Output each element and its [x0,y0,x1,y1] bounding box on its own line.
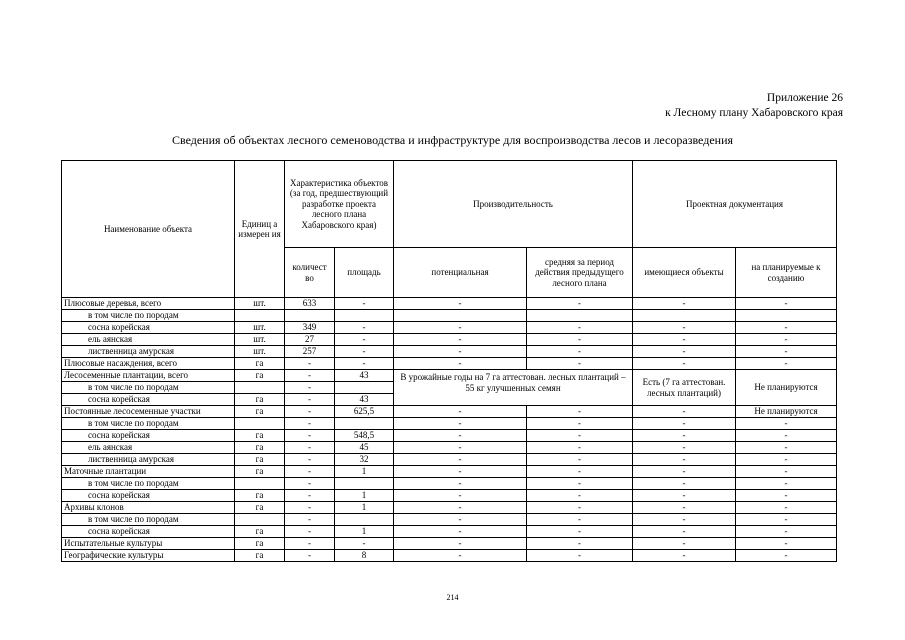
table-row [62,514,837,526]
row-name: сосна корейская [62,322,235,334]
row-unit: га [235,430,285,442]
row-existing: - [633,322,736,334]
row-unit: га [235,466,285,478]
row-average: - [527,358,633,370]
row-quantity: - [285,418,335,430]
row-average: - [527,334,633,346]
row-quantity: - [285,550,335,562]
row-name: сосна корейская [62,394,235,406]
appendix-number: Приложение 26 [766,92,843,104]
page-number: 214 [446,593,459,602]
row-quantity [285,310,335,322]
row-area [335,310,394,322]
row-quantity: - [285,394,335,406]
table-row [62,334,837,346]
table-row [62,322,837,334]
row-unit: шт. [235,322,285,334]
row-name: сосна корейская [62,430,235,442]
table-row [62,370,837,382]
row-area: 1 [335,466,394,478]
row-planned: - [736,526,837,538]
table-row [62,406,837,418]
header-planned: на планируемые к созданию [736,248,837,298]
table-row [62,310,837,322]
row-area: 1 [335,526,394,538]
row-area: - [335,298,394,310]
row-area: 1 [335,490,394,502]
document-title: Сведения об объектах лесного семеноводства и инфраструктуре для воспроизводства лесов и лесоразведения [171,133,734,147]
plantation-planned-note: Не планируются [736,370,837,406]
row-name: Архивы клонов [62,502,235,514]
row-unit [235,514,285,526]
row-planned: Не планируются [736,406,837,418]
row-unit [235,418,285,430]
row-name: сосна корейская [62,526,235,538]
row-name: Плюсовые деревья, всего [62,298,235,310]
header-average: средняя за период действия предыдущего лесного плана [527,248,633,298]
row-unit: га [235,538,285,550]
header-design-docs: Проектная документация [633,161,837,248]
row-potential: - [394,550,527,562]
table-row [62,358,837,370]
row-area: 548,5 [335,430,394,442]
row-potential: - [394,346,527,358]
row-average: - [527,514,633,526]
row-average: - [527,418,633,430]
table-row [62,466,837,478]
row-unit: га [235,442,285,454]
row-area: - [335,538,394,550]
row-planned: - [736,490,837,502]
header-existing: имеющиеся объекты [633,248,736,298]
plantation-productivity-note: В урожайные годы на 7 га аттестован. лесных плантаций – 55 кг улучшенных семян [394,370,633,406]
row-name: в том числе по породам [62,478,235,490]
row-planned: - [736,298,837,310]
row-name: Испытательные культуры [62,538,235,550]
row-quantity: - [285,478,335,490]
header-quantity: количест во [285,248,335,298]
row-average: - [527,490,633,502]
row-existing: - [633,346,736,358]
row-average: - [527,454,633,466]
row-average: - [527,526,633,538]
row-planned: - [736,466,837,478]
table-row [62,526,837,538]
table-row [62,418,837,430]
row-unit: шт. [235,334,285,346]
row-potential: - [394,442,527,454]
row-name: Лесосеменные плантации, всего [62,370,235,382]
row-potential: - [394,466,527,478]
row-average: - [527,478,633,490]
row-area: - [335,358,394,370]
row-quantity: - [285,490,335,502]
row-quantity: - [285,454,335,466]
row-planned: - [736,322,837,334]
row-unit [235,382,285,394]
row-area: 45 [335,442,394,454]
row-name: Плюсовые насаждения, всего [62,358,235,370]
row-unit: га [235,370,285,382]
row-area [335,478,394,490]
row-area: - [335,322,394,334]
row-quantity: - [285,526,335,538]
row-existing: - [633,358,736,370]
row-existing: - [633,538,736,550]
row-unit: га [235,550,285,562]
row-potential: - [394,430,527,442]
row-existing: - [633,298,736,310]
row-planned [736,310,837,322]
row-planned: - [736,514,837,526]
row-unit: га [235,454,285,466]
row-average: - [527,322,633,334]
row-unit [235,478,285,490]
row-planned: - [736,538,837,550]
row-area: 8 [335,550,394,562]
row-potential: - [394,514,527,526]
row-unit: шт. [235,298,285,310]
row-average: - [527,502,633,514]
row-existing: - [633,442,736,454]
row-name: сосна корейская [62,490,235,502]
row-quantity: - [285,358,335,370]
row-quantity: - [285,370,335,382]
row-potential: - [394,334,527,346]
row-potential: - [394,358,527,370]
row-existing: - [633,406,736,418]
row-area [335,382,394,394]
row-planned: - [736,454,837,466]
row-existing: - [633,334,736,346]
row-potential: - [394,322,527,334]
row-quantity: 633 [285,298,335,310]
row-quantity: - [285,406,335,418]
header-unit: Единиц а измерен ия [235,161,285,298]
row-unit: га [235,358,285,370]
row-planned: - [736,418,837,430]
row-quantity: 27 [285,334,335,346]
seed-objects-table [61,160,837,562]
table-row [62,538,837,550]
row-area: 32 [335,454,394,466]
row-quantity: - [285,382,335,394]
row-name: ель аянская [62,442,235,454]
row-existing: - [633,466,736,478]
table-row [62,502,837,514]
row-existing: - [633,454,736,466]
header-productivity: Производительность [394,161,633,248]
table-row [62,478,837,490]
row-potential: - [394,478,527,490]
row-area: - [335,346,394,358]
table-row [62,430,837,442]
row-area: 625,5 [335,406,394,418]
row-existing: - [633,526,736,538]
row-name: Постоянные лесосеменные участки [62,406,235,418]
row-unit: га [235,526,285,538]
row-name: Географические культуры [62,550,235,562]
row-potential: - [394,538,527,550]
row-existing: - [633,550,736,562]
row-name: в том числе по породам [62,418,235,430]
row-existing: - [633,514,736,526]
row-area [335,418,394,430]
row-unit [235,310,285,322]
row-existing: - [633,418,736,430]
header-characteristics: Характеристика объектов (за год, предшествующий разработке проекта лесного плана Хабаровского края) [285,161,394,248]
row-name: в том числе по породам [62,310,235,322]
row-planned: - [736,502,837,514]
row-existing: - [633,478,736,490]
row-planned: - [736,550,837,562]
row-average: - [527,538,633,550]
row-existing: - [633,490,736,502]
table-row [62,454,837,466]
table-row [62,442,837,454]
row-quantity: - [285,430,335,442]
row-average: - [527,406,633,418]
row-area: 1 [335,502,394,514]
row-unit: га [235,502,285,514]
row-potential: - [394,406,527,418]
row-name: в том числе по породам [62,514,235,526]
row-quantity: 349 [285,322,335,334]
row-area: - [335,334,394,346]
row-average [527,310,633,322]
table-row [62,346,837,358]
row-average: - [527,430,633,442]
row-potential: - [394,454,527,466]
row-planned: - [736,430,837,442]
row-area [335,514,394,526]
row-quantity: - [285,502,335,514]
row-planned: - [736,334,837,346]
row-name: ель аянская [62,334,235,346]
row-potential [394,310,527,322]
row-name: Маточные плантации [62,466,235,478]
row-unit: га [235,490,285,502]
row-quantity: - [285,466,335,478]
row-existing [633,310,736,322]
row-quantity: - [285,514,335,526]
row-planned: - [736,478,837,490]
row-potential: - [394,418,527,430]
row-area: 43 [335,370,394,382]
row-average: - [527,298,633,310]
header-name: Наименование объекта [62,161,235,298]
row-average: - [527,442,633,454]
row-name: в том числе по породам [62,382,235,394]
row-average: - [527,346,633,358]
row-potential: - [394,490,527,502]
table-row [62,550,837,562]
row-name: лиственница амурская [62,346,235,358]
header-potential: потенциальная [394,248,527,298]
header-area: площадь [335,248,394,298]
row-unit: га [235,406,285,418]
row-potential: - [394,298,527,310]
row-unit: шт. [235,346,285,358]
row-average: - [527,466,633,478]
row-potential: - [394,526,527,538]
row-average: - [527,550,633,562]
plantation-existing-note: Есть (7 га аттестован. лесных плантаций) [633,370,736,406]
row-existing: - [633,502,736,514]
row-quantity: 257 [285,346,335,358]
row-existing: - [633,430,736,442]
row-quantity: - [285,538,335,550]
table-row [62,298,837,310]
row-name: лиственница амурская [62,454,235,466]
row-planned: - [736,346,837,358]
row-planned: - [736,442,837,454]
row-planned: - [736,358,837,370]
row-unit: га [235,394,285,406]
row-potential: - [394,502,527,514]
table-row [62,490,837,502]
row-quantity: - [285,442,335,454]
appendix-reference: к Лесному плану Хабаровского края [665,107,843,119]
row-area: 43 [335,394,394,406]
